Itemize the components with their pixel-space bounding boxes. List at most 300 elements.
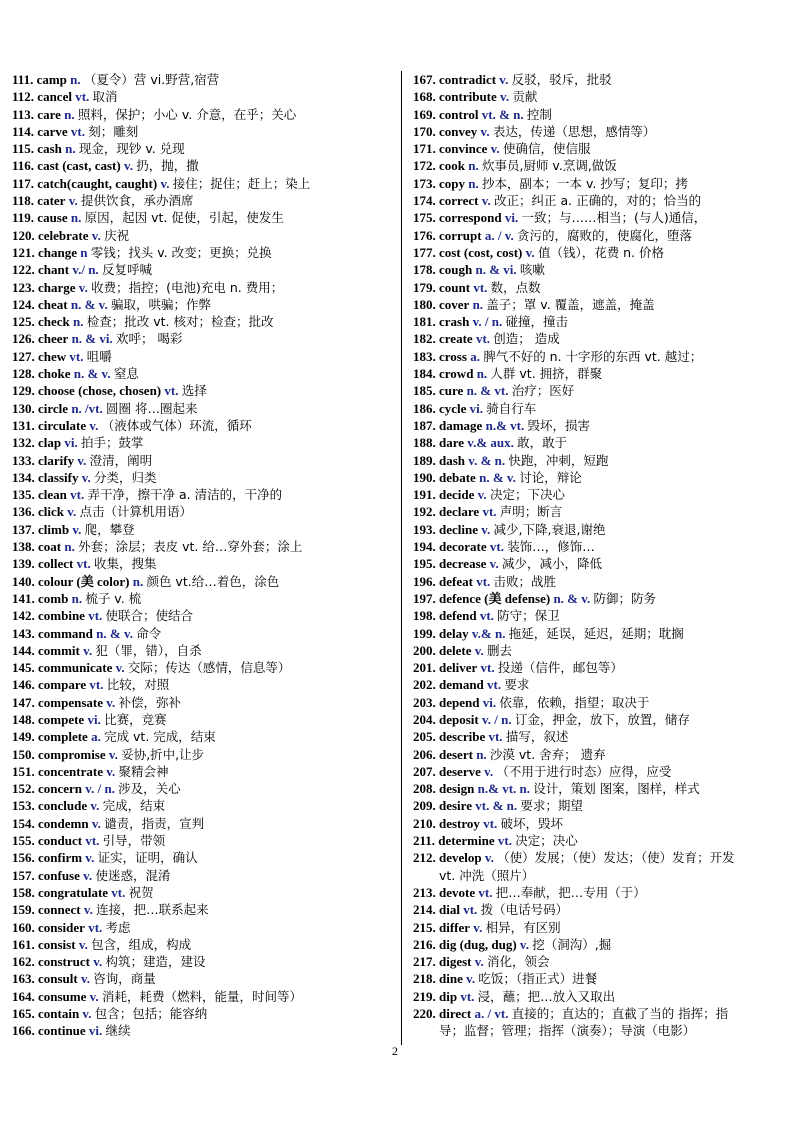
entry-part-of-speech: v. — [480, 123, 490, 139]
entry-word: dine — [439, 971, 463, 987]
vocab-entry — [12, 157, 392, 174]
entry-definition: 依靠，依赖，指望；取决于 — [499, 694, 650, 710]
entry-word: compensate — [38, 694, 103, 710]
entry-definition: 减少，减小，降低 — [501, 556, 602, 572]
entry-word: clean — [38, 487, 67, 503]
entry-definition: 脾气不好的 n. 十字形的东西 vt. 越过； — [483, 348, 703, 364]
entry-definition: 直接的；直达的；直截了当的 指挥；指 — [511, 1006, 729, 1022]
entry-part-of-speech: vi. — [504, 210, 519, 226]
entry-part-of-speech: vi. — [469, 400, 484, 416]
entry-word: declare — [439, 504, 480, 520]
entry-word: damage — [439, 417, 483, 433]
entry-word: consist — [38, 936, 76, 952]
entry-definition: 包含，组成，构成 — [91, 936, 192, 952]
entry-part-of-speech: n. — [71, 590, 83, 606]
entry-number: 180. — [413, 296, 436, 312]
entry-part-of-speech: vt. — [483, 815, 498, 831]
entry-part-of-speech: vt. — [69, 348, 84, 364]
vocab-entry — [12, 797, 392, 814]
vocab-entry — [413, 936, 787, 953]
vocab-entry — [12, 746, 392, 763]
entry-part-of-speech: n. & v. — [96, 625, 133, 641]
entry-number: 144. — [12, 642, 35, 658]
entry-definition: 骑自行车 — [486, 400, 537, 416]
entry-definition: 选择 — [181, 383, 207, 399]
vocab-entry — [12, 434, 392, 451]
entry-definition: 要求 — [504, 677, 530, 693]
entry-part-of-speech: vt. — [76, 556, 91, 572]
entry-word: consider — [38, 919, 85, 935]
entry-word: cross — [439, 348, 467, 364]
entry-definition: 消耗，耗费（燃料，能量，时间等） — [101, 988, 302, 1004]
entry-definition: 命令 — [136, 625, 162, 641]
vocab-entry — [12, 849, 392, 866]
entry-part-of-speech: v. — [484, 850, 494, 866]
entry-word: concern — [38, 781, 83, 797]
entry-word: deserve — [439, 763, 481, 779]
entry-part-of-speech: v. — [93, 954, 103, 970]
entry-number: 141. — [12, 590, 35, 606]
entry-part-of-speech: n.& vt. n. — [477, 781, 531, 797]
vocab-entry — [12, 659, 392, 676]
entry-part-of-speech: vt. — [111, 884, 126, 900]
entry-part-of-speech: vt. & n. — [481, 106, 524, 122]
entry-part-of-speech: v. — [466, 971, 476, 987]
entry-word: care — [37, 106, 61, 122]
entry-definition: 控制 — [526, 106, 552, 122]
entry-word: clarify — [38, 452, 75, 468]
entry-number: 118. — [12, 193, 35, 209]
entry-word: circulate — [38, 417, 87, 433]
entry-number: 143. — [12, 625, 35, 641]
entry-word: cost (cost, cost) — [439, 244, 523, 260]
entry-number: 172. — [413, 158, 436, 174]
entry-definition: 防守；保卫 — [497, 608, 560, 624]
entry-number: 161. — [12, 936, 35, 952]
entry-definition: 治疗；医好 — [511, 383, 575, 399]
entry-number: 125. — [12, 314, 35, 330]
entry-definition: 数，点数 — [490, 279, 541, 295]
entry-word: contribute — [439, 89, 497, 105]
entry-word: control — [439, 106, 479, 122]
entry-number: 134. — [12, 469, 35, 485]
entry-number: 171. — [413, 141, 436, 157]
entry-word: contradict — [439, 72, 497, 87]
entry-definition: 减少,下降,衰退,谢绝 — [493, 521, 606, 537]
entry-part-of-speech: vt. — [70, 487, 85, 503]
entry-word: defeat — [439, 573, 473, 589]
entry-number: 131. — [12, 417, 35, 433]
vocab-entry — [12, 88, 392, 105]
vocab-entry — [12, 538, 392, 555]
vocab-entry — [413, 244, 787, 261]
entry-definition: 一致；与……相当；(与人)通信， — [521, 210, 707, 226]
vocab-entry — [12, 365, 392, 382]
entry-part-of-speech: v. — [83, 642, 93, 658]
vocab-entry — [413, 71, 787, 88]
entry-definition: 点击（计算机用语） — [79, 504, 193, 520]
entry-number: 213. — [413, 884, 436, 900]
entry-number: 159. — [12, 902, 35, 918]
entry-word: coat — [38, 539, 62, 555]
entry-number: 181. — [413, 314, 436, 330]
vocab-entry — [413, 555, 787, 572]
vocab-entry — [413, 590, 787, 607]
entry-part-of-speech: v. — [91, 815, 101, 831]
entry-word: demand — [439, 677, 484, 693]
entry-word: devote — [439, 884, 476, 900]
entry-word: design — [439, 781, 475, 797]
entry-part-of-speech: n. — [132, 573, 144, 589]
vocab-entry — [12, 694, 392, 711]
entry-number: 130. — [12, 400, 35, 416]
entry-word: debate — [439, 469, 476, 485]
entry-number: 162. — [12, 954, 35, 970]
entry-word: colour (美 color) — [38, 573, 130, 589]
entry-definition: 决定；决心 — [515, 833, 578, 849]
entry-part-of-speech: vi. — [87, 711, 101, 727]
entry-word: destroy — [439, 815, 480, 831]
entry-number: 129. — [12, 383, 35, 399]
entry-number: 220. — [413, 1006, 436, 1022]
entry-part-of-speech: v. & n. — [468, 452, 506, 468]
entry-definition: 刻；雕刻 — [88, 123, 139, 139]
vocab-entry — [413, 313, 787, 330]
vocab-entry — [12, 953, 392, 970]
entry-part-of-speech: v. — [481, 521, 491, 537]
entry-word: crash — [439, 314, 470, 330]
entry-number: 140. — [12, 573, 35, 589]
vocab-entry — [413, 1005, 787, 1040]
entry-part-of-speech: v. — [477, 487, 487, 503]
entry-part-of-speech: vt. — [478, 884, 493, 900]
vocab-entry — [12, 175, 392, 192]
entry-number: 199. — [413, 625, 436, 641]
entry-number: 117. — [12, 175, 35, 191]
entry-definition: 比较，对照 — [106, 677, 170, 693]
entry-definition: 消化，领会 — [487, 954, 550, 970]
entry-number: 175. — [413, 210, 436, 226]
entry-word: describe — [439, 729, 486, 745]
entry-word: crowd — [439, 366, 474, 382]
vocab-entry — [413, 573, 787, 590]
entry-part-of-speech: n. — [64, 539, 75, 555]
vocab-entry — [413, 88, 787, 105]
entry-part-of-speech: v. — [499, 72, 509, 87]
entry-number: 146. — [12, 677, 35, 693]
entry-part-of-speech: n. — [64, 106, 75, 122]
vocab-entry — [12, 901, 392, 918]
entry-part-of-speech: v. — [83, 867, 93, 883]
entry-word: decorate — [439, 539, 487, 555]
vocab-entry — [413, 365, 787, 382]
vocab-entry — [413, 486, 787, 503]
entry-number: 128. — [12, 366, 35, 382]
entry-word: depend — [439, 694, 480, 710]
entry-definition: 贪污的，腐败的，使腐化，堕落 — [517, 227, 693, 243]
entry-part-of-speech: v.& n. — [471, 625, 506, 641]
entry-definition: （不用于进行时态）应得，应受 — [496, 763, 672, 779]
entry-definition: 梳子 v. 梳 — [85, 590, 142, 606]
entry-definition: 补偿，弥补 — [118, 694, 182, 710]
entry-number: 195. — [413, 556, 436, 572]
entry-word: cash — [37, 141, 62, 157]
vocab-entry — [12, 815, 392, 832]
entry-number: 207. — [413, 763, 436, 779]
entry-part-of-speech: v. — [78, 279, 88, 295]
entry-word: conclude — [38, 798, 88, 814]
entry-word: contain — [38, 1006, 80, 1022]
entry-number: 119. — [12, 210, 35, 226]
entry-number: 173. — [413, 175, 436, 191]
vocab-entry — [12, 573, 392, 590]
entry-part-of-speech: a. — [470, 348, 480, 364]
entry-word: concentrate — [38, 763, 103, 779]
entry-part-of-speech: v. — [108, 746, 118, 762]
vocab-entry — [12, 227, 392, 244]
entry-word: chew — [38, 348, 67, 364]
entry-definition: 盖子；罩 v. 覆盖，遮盖，掩盖 — [486, 296, 655, 312]
entry-word: celebrate — [38, 227, 89, 243]
entry-word: circle — [38, 400, 69, 416]
entry-definition: 使联合；使结合 — [105, 608, 194, 624]
entry-part-of-speech: vt. — [89, 677, 104, 693]
vocab-entry — [12, 296, 392, 313]
vocab-entry — [12, 106, 392, 123]
vocab-entry — [12, 521, 392, 538]
entry-part-of-speech: v. — [123, 158, 133, 174]
entry-definition: 快跑，冲刺，短跑 — [508, 452, 609, 468]
entry-part-of-speech: v. — [481, 193, 491, 209]
entry-part-of-speech: n. — [476, 366, 488, 382]
entry-number: 158. — [12, 884, 35, 900]
entry-number: 111. — [12, 72, 34, 87]
entry-definition: 删去 — [487, 642, 513, 658]
entry-word: confirm — [38, 850, 83, 866]
entry-word: deposit — [439, 711, 479, 727]
entry-part-of-speech: v. — [500, 89, 510, 105]
entry-number: 147. — [12, 694, 35, 710]
entry-part-of-speech: n. /vt. — [71, 400, 103, 416]
entry-definition: 防御；防务 — [593, 590, 657, 606]
entry-definition: 连接，把…联系起来 — [96, 902, 209, 918]
vocab-entry — [12, 676, 392, 693]
right-column — [413, 71, 787, 1040]
entry-number: 189. — [413, 452, 436, 468]
entry-word: consult — [38, 971, 78, 987]
entry-definition: 妥协,折中,让步 — [121, 746, 205, 762]
entry-definition: 吃饭；（指正式）进餐 — [478, 971, 598, 987]
vocab-entry — [413, 521, 787, 538]
entry-definition: 表达，传递（思想，感情等） — [492, 123, 656, 139]
vocab-entry — [413, 123, 787, 140]
vocab-entry — [12, 763, 392, 780]
entry-word: connect — [38, 902, 81, 918]
vocab-entry — [413, 192, 787, 209]
entry-definition: 要求；期望 — [520, 798, 583, 814]
entry-definition: 破坏，毁坏 — [500, 815, 564, 831]
entry-definition: 聚精会神 — [118, 763, 169, 779]
entry-number: 139. — [12, 556, 35, 572]
vocab-entry — [413, 279, 787, 296]
entry-part-of-speech: v. — [78, 936, 88, 952]
entry-definition: 讨论，辩论 — [519, 469, 582, 485]
entry-number: 114. — [12, 123, 35, 139]
entry-number: 169. — [413, 106, 436, 122]
vocab-entry — [12, 625, 392, 642]
entry-part-of-speech: v. — [160, 175, 170, 191]
entry-part-of-speech: v. — [474, 954, 484, 970]
entry-word: dash — [439, 452, 466, 468]
entry-definition: 使迷惑，混淆 — [95, 867, 171, 883]
entry-definition: 人群 vt. 拥挤，群聚 — [490, 366, 603, 382]
entry-word: condemn — [38, 815, 89, 831]
entry-number: 145. — [12, 660, 35, 676]
entry-number: 155. — [12, 833, 35, 849]
entry-word: deliver — [439, 660, 478, 676]
entry-part-of-speech: vt. — [70, 123, 85, 139]
entry-number: 174. — [413, 193, 436, 209]
entry-definition: 骗取，哄骗；作弊 — [110, 296, 211, 312]
entry-number: 120. — [12, 227, 35, 243]
entry-number: 116. — [12, 158, 35, 174]
entry-part-of-speech: v. — [115, 660, 125, 676]
entry-part-of-speech: v. — [106, 763, 116, 779]
entry-definition: 击败；战胜 — [493, 573, 557, 589]
entry-word: camp — [36, 72, 67, 87]
vocab-entry — [413, 157, 787, 174]
entry-part-of-speech: n. — [468, 175, 479, 191]
entry-part-of-speech: a. / vt. — [474, 1006, 509, 1022]
entry-part-of-speech: vt. — [463, 902, 478, 918]
entry-definition: 颜色 vt.给…着色，涂色 — [146, 573, 280, 589]
vocab-entry — [12, 330, 392, 347]
vocab-entry — [413, 469, 787, 486]
vocab-entry — [12, 452, 392, 469]
vocab-entry — [12, 123, 392, 140]
vocab-entry — [12, 970, 392, 987]
vocab-entry — [12, 279, 392, 296]
vocab-entry — [413, 694, 787, 711]
entry-part-of-speech: vt. — [164, 383, 179, 399]
entry-definition: 订金，押金，放下，放置，储存 — [514, 711, 690, 727]
vocab-entry — [413, 452, 787, 469]
entry-part-of-speech: n. — [65, 141, 76, 157]
vocab-entry — [12, 140, 392, 157]
entry-number: 154. — [12, 815, 35, 831]
entry-definition: 考虑 — [105, 919, 131, 935]
vocab-entry — [12, 209, 392, 226]
entry-part-of-speech: v. — [474, 642, 484, 658]
entry-definition: （液体或气体）环流，循环 — [101, 417, 252, 433]
entry-number: 194. — [413, 539, 436, 555]
entry-number: 176. — [413, 227, 436, 243]
vocab-entry — [413, 434, 787, 451]
entry-part-of-speech: n. — [472, 296, 484, 312]
entry-definition: 浸，蘸；把…放入又取出 — [477, 988, 616, 1004]
entry-number: 142. — [12, 608, 35, 624]
vocab-entry — [413, 815, 787, 832]
entry-number: 203. — [413, 694, 436, 710]
entry-number: 121. — [12, 244, 35, 260]
vocab-entry — [413, 988, 787, 1005]
entry-word: corrupt — [439, 227, 482, 243]
entry-number: 148. — [12, 711, 35, 727]
entry-number: 217. — [413, 954, 436, 970]
entry-word: complete — [38, 729, 88, 745]
entry-number: 126. — [12, 331, 35, 347]
entry-part-of-speech: vt. — [479, 608, 494, 624]
vocab-entry — [12, 884, 392, 901]
entry-definition: 炊事员,厨师 v.烹调,做饭 — [481, 158, 617, 174]
entry-definition: 值（钱），花费 n. 价格 — [537, 244, 665, 260]
entry-number: 216. — [413, 936, 436, 952]
entry-part-of-speech: vt. — [489, 539, 504, 555]
entry-word: determine — [438, 833, 495, 849]
entry-definition: 设计，策划 图案，图样，样式 — [533, 781, 700, 797]
entry-word: dare — [439, 435, 465, 451]
entry-definition-continued: 导；监督；管理；指挥（演奏）；导演（电影） — [439, 1023, 696, 1039]
entry-word: direct — [439, 1006, 472, 1022]
entry-word: correct — [439, 193, 479, 209]
entry-number: 168. — [413, 89, 436, 105]
vocab-entry — [413, 797, 787, 814]
vocab-entry — [12, 867, 392, 884]
entry-definition: 拖延，延误，延迟，延期；耽搁 — [508, 625, 684, 641]
entry-part-of-speech: vt. — [488, 729, 503, 745]
vocab-entry — [413, 849, 787, 884]
entry-number: 192. — [413, 504, 436, 520]
entry-number: 210. — [413, 815, 436, 831]
entry-word: choose (chose, chosen) — [38, 383, 162, 399]
entry-definition: 使确信，使信服 — [502, 141, 591, 157]
vocab-entry — [413, 901, 787, 918]
entry-part-of-speech: v. — [519, 936, 529, 952]
entry-number: 186. — [413, 400, 436, 416]
entry-number: 157. — [12, 867, 35, 883]
entry-part-of-speech: n. — [468, 158, 479, 174]
entry-part-of-speech: vt. — [475, 331, 491, 347]
entry-part-of-speech: v. — [81, 469, 91, 485]
entry-definition: 谴责，指责，宣判 — [104, 815, 205, 831]
entry-number: 136. — [12, 504, 35, 520]
entry-definition: 接住；捉住；赶上；染上 — [172, 175, 311, 191]
vocab-entry — [413, 261, 787, 278]
entry-word: dig (dug, dug) — [439, 936, 517, 952]
vocab-entry — [413, 746, 787, 763]
entry-definition: 零钱；找头 v. 改变；更换；兑换 — [90, 244, 272, 260]
entry-word: click — [38, 504, 64, 520]
entry-definition: 祝贺 — [128, 884, 154, 900]
entry-word: compete — [38, 711, 85, 727]
entry-number: 188. — [413, 435, 436, 451]
entry-definition: 取消 — [92, 89, 118, 105]
entry-number: 211. — [413, 833, 436, 849]
entry-part-of-speech: n. — [70, 72, 81, 87]
entry-definition: 敢，敢于 — [517, 435, 568, 451]
entry-number: 206. — [413, 746, 436, 762]
entry-number: 123. — [12, 279, 35, 295]
entry-word: cheat — [38, 296, 68, 312]
entry-number: 184. — [413, 366, 436, 382]
entry-number: 219. — [413, 988, 436, 1004]
entry-part-of-speech: v. — [473, 919, 483, 935]
entry-part-of-speech: v./ n. — [72, 262, 99, 278]
entry-number: 205. — [413, 729, 436, 745]
entry-definition: 反复呼喊 — [101, 262, 152, 278]
vocab-entry — [413, 227, 787, 244]
entry-word: congratulate — [38, 884, 109, 900]
